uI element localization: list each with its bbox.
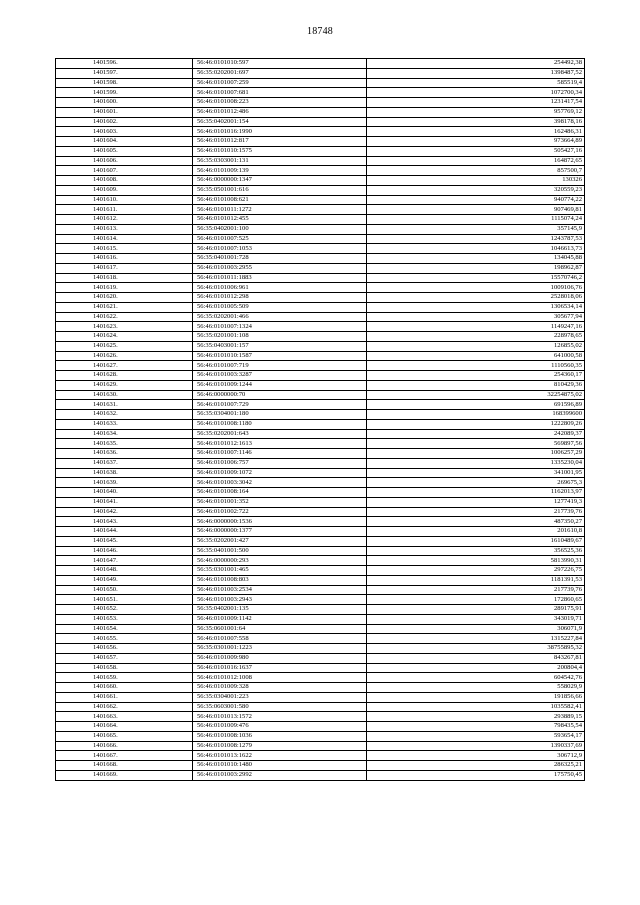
- table-row: [56, 653, 585, 663]
- row-number-cell: 1401666.: [56, 741, 193, 751]
- value-cell: 1398487,52: [367, 68, 585, 78]
- cadastral-number-cell: 56:46:0101016:1637: [193, 663, 367, 673]
- table-row: [56, 195, 585, 205]
- row-number-cell: 1401615.: [56, 244, 193, 254]
- cadastral-number-cell: 56:35:0202001:697: [193, 68, 367, 78]
- table-row: [56, 117, 585, 127]
- value-cell: 269675,3: [367, 478, 585, 488]
- table-row: [56, 497, 585, 507]
- row-number-cell: 1401599.: [56, 88, 193, 98]
- cadastral-number-cell: 56:35:0401001:500: [193, 546, 367, 556]
- row-number-cell: 1401602.: [56, 117, 193, 127]
- cadastral-number-cell: 56:35:0403001:157: [193, 341, 367, 351]
- table-row: [56, 673, 585, 683]
- row-number-cell: 1401652.: [56, 605, 193, 615]
- row-number-cell: 1401621.: [56, 302, 193, 312]
- value-cell: 306712,9: [367, 751, 585, 761]
- table-row: [56, 332, 585, 342]
- cadastral-number-cell: 56:46:0101007:1324: [193, 322, 367, 332]
- table-row: [56, 468, 585, 478]
- table-row: [56, 458, 585, 468]
- table-row: [56, 449, 585, 459]
- cadastral-number-cell: 56:46:0101010:1587: [193, 351, 367, 361]
- cadastral-number-cell: 56:46:0101010:1480: [193, 761, 367, 771]
- table-row: [56, 351, 585, 361]
- value-cell: 1162013,97: [367, 488, 585, 498]
- cadastral-number-cell: 56:35:0202001:466: [193, 312, 367, 322]
- value-cell: 1181391,53: [367, 575, 585, 585]
- value-cell: 593654,17: [367, 731, 585, 741]
- row-number-cell: 1401635.: [56, 439, 193, 449]
- cadastral-number-cell: 56:35:0202001:427: [193, 536, 367, 546]
- cadastral-number-cell: 56:46:0101008:164: [193, 488, 367, 498]
- row-number-cell: 1401625.: [56, 341, 193, 351]
- row-number-cell: 1401607.: [56, 166, 193, 176]
- row-number-cell: 1401655.: [56, 634, 193, 644]
- value-cell: 217739,76: [367, 585, 585, 595]
- value-cell: 164872,65: [367, 156, 585, 166]
- table-row: [56, 273, 585, 283]
- cadastral-number-cell: 56:46:0101009:1072: [193, 468, 367, 478]
- table-row: [56, 741, 585, 751]
- table-row: [56, 770, 585, 780]
- row-number-cell: 1401636.: [56, 449, 193, 459]
- cadastral-number-cell: 56:46:0101007:525: [193, 234, 367, 244]
- table-row: [56, 390, 585, 400]
- cadastral-number-cell: 56:46:0101008:1036: [193, 731, 367, 741]
- table-row: [56, 78, 585, 88]
- table-row: [56, 585, 585, 595]
- value-cell: 957769,12: [367, 107, 585, 117]
- table-row: [56, 166, 585, 176]
- table-row: [56, 322, 585, 332]
- page-number: 18748: [307, 26, 333, 37]
- cadastral-number-cell: 56:46:0101013:1572: [193, 712, 367, 722]
- row-number-cell: 1401658.: [56, 663, 193, 673]
- value-cell: 585519,4: [367, 78, 585, 88]
- table-row: [56, 59, 585, 69]
- cadastral-number-cell: 56:46:0101009:328: [193, 683, 367, 693]
- row-number-cell: 1401611.: [56, 205, 193, 215]
- value-cell: 505427,16: [367, 146, 585, 156]
- value-cell: 843267,81: [367, 653, 585, 663]
- cadastral-number-cell: 56:46:0101007:729: [193, 400, 367, 410]
- row-number-cell: 1401608.: [56, 176, 193, 186]
- table-row: [56, 244, 585, 254]
- table-row: [56, 517, 585, 527]
- cadastral-number-cell: 56:46:0000000:1347: [193, 176, 367, 186]
- table-row: [56, 439, 585, 449]
- cadastral-number-cell: 56:46:0101011:1272: [193, 205, 367, 215]
- table-row: [56, 536, 585, 546]
- cadastral-number-cell: 56:35:0301001:1223: [193, 644, 367, 654]
- cadastral-number-cell: 56:46:0000000:293: [193, 556, 367, 566]
- table-row: [56, 234, 585, 244]
- row-number-cell: 1401668.: [56, 761, 193, 771]
- value-cell: 200804,4: [367, 663, 585, 673]
- row-number-cell: 1401648.: [56, 566, 193, 576]
- cadastral-number-cell: 56:46:0101009:980: [193, 653, 367, 663]
- table-row: [56, 644, 585, 654]
- value-cell: 1115074,24: [367, 215, 585, 225]
- row-number-cell: 1401664.: [56, 722, 193, 732]
- cadastral-number-cell: 56:46:0101011:1883: [193, 273, 367, 283]
- cadastral-number-cell: 56:46:0101003:2534: [193, 585, 367, 595]
- row-number-cell: 1401632.: [56, 410, 193, 420]
- row-number-cell: 1401650.: [56, 585, 193, 595]
- cadastral-number-cell: 56:46:0101007:558: [193, 634, 367, 644]
- cadastral-number-cell: 56:46:0101008:223: [193, 98, 367, 108]
- registry-table-body: [56, 59, 585, 781]
- table-row: [56, 731, 585, 741]
- row-number-cell: 1401596.: [56, 59, 193, 69]
- row-number-cell: 1401603.: [56, 127, 193, 137]
- cadastral-number-cell: 56:46:0101010:597: [193, 59, 367, 69]
- table-row: [56, 107, 585, 117]
- row-number-cell: 1401604.: [56, 137, 193, 147]
- cadastral-number-cell: 56:46:0101009:139: [193, 166, 367, 176]
- cadastral-number-cell: 56:35:0402001:135: [193, 605, 367, 615]
- table-row: [56, 127, 585, 137]
- value-cell: 2528018,06: [367, 293, 585, 303]
- table-row: [56, 692, 585, 702]
- value-cell: 341001,95: [367, 468, 585, 478]
- table-row: [56, 595, 585, 605]
- cadastral-number-cell: 56:46:0101009:476: [193, 722, 367, 732]
- value-cell: 254360,17: [367, 371, 585, 381]
- table-row: [56, 312, 585, 322]
- row-number-cell: 1401631.: [56, 400, 193, 410]
- table-row: [56, 614, 585, 624]
- row-number-cell: 1401620.: [56, 293, 193, 303]
- table-row: [56, 176, 585, 186]
- cadastral-number-cell: 56:46:0101001:352: [193, 497, 367, 507]
- cadastral-number-cell: 56:46:0101008:621: [193, 195, 367, 205]
- row-number-cell: 1401642.: [56, 507, 193, 517]
- value-cell: 1006257,29: [367, 449, 585, 459]
- cadastral-number-cell: 56:46:0101005:509: [193, 302, 367, 312]
- row-number-cell: 1401643.: [56, 517, 193, 527]
- cadastral-number-cell: 56:35:0201001:108: [193, 332, 367, 342]
- value-cell: 1243787,53: [367, 234, 585, 244]
- cadastral-number-cell: 56:35:0301001:465: [193, 566, 367, 576]
- value-cell: 228978,65: [367, 332, 585, 342]
- value-cell: 1222809,26: [367, 419, 585, 429]
- value-cell: 1149247,16: [367, 322, 585, 332]
- table-row: [56, 302, 585, 312]
- cadastral-number-cell: 56:35:0303001:131: [193, 156, 367, 166]
- value-cell: 134045,88: [367, 254, 585, 264]
- table-row: [56, 283, 585, 293]
- row-number-cell: 1401626.: [56, 351, 193, 361]
- row-number-cell: 1401663.: [56, 712, 193, 722]
- value-cell: 1610489,67: [367, 536, 585, 546]
- row-number-cell: 1401597.: [56, 68, 193, 78]
- value-cell: 198962,87: [367, 263, 585, 273]
- row-number-cell: 1401619.: [56, 283, 193, 293]
- table-row: [56, 722, 585, 732]
- value-cell: 343019,71: [367, 614, 585, 624]
- cadastral-number-cell: 56:35:0304001:223: [193, 692, 367, 702]
- cadastral-number-cell: 56:35:0202001:643: [193, 429, 367, 439]
- row-number-cell: 1401613.: [56, 224, 193, 234]
- cadastral-number-cell: 56:35:0402001:100: [193, 224, 367, 234]
- cadastral-number-cell: 56:35:0402001:154: [193, 117, 367, 127]
- value-cell: 1390337,69: [367, 741, 585, 751]
- value-cell: 1306534,14: [367, 302, 585, 312]
- row-number-cell: 1401629.: [56, 380, 193, 390]
- row-number-cell: 1401657.: [56, 653, 193, 663]
- value-cell: 172860,65: [367, 595, 585, 605]
- cadastral-number-cell: 56:35:0401001:728: [193, 254, 367, 264]
- table-row: [56, 712, 585, 722]
- value-cell: 641000,58: [367, 351, 585, 361]
- table-row: [56, 146, 585, 156]
- table-row: [56, 575, 585, 585]
- value-cell: 1072700,34: [367, 88, 585, 98]
- table-row: [56, 683, 585, 693]
- cadastral-number-cell: 56:46:0101008:1279: [193, 741, 367, 751]
- table-row: [56, 605, 585, 615]
- cadastral-number-cell: 56:46:0101002:722: [193, 507, 367, 517]
- row-number-cell: 1401644.: [56, 527, 193, 537]
- row-number-cell: 1401646.: [56, 546, 193, 556]
- value-cell: 320559,23: [367, 185, 585, 195]
- row-number-cell: 1401618.: [56, 273, 193, 283]
- table-row: [56, 254, 585, 264]
- registry-table: [55, 58, 585, 781]
- cadastral-number-cell: 56:46:0101003:2992: [193, 770, 367, 780]
- value-cell: 175750,45: [367, 770, 585, 780]
- cadastral-number-cell: 56:46:0101003:2943: [193, 595, 367, 605]
- table-row: [56, 205, 585, 215]
- value-cell: 558029,9: [367, 683, 585, 693]
- row-number-cell: 1401669.: [56, 770, 193, 780]
- cadastral-number-cell: 56:46:0101007:1146: [193, 449, 367, 459]
- row-number-cell: 1401651.: [56, 595, 193, 605]
- value-cell: 254492,38: [367, 59, 585, 69]
- row-number-cell: 1401639.: [56, 478, 193, 488]
- cadastral-number-cell: 56:46:0101006:961: [193, 283, 367, 293]
- cadastral-number-cell: 56:46:0101003:3042: [193, 478, 367, 488]
- row-number-cell: 1401627.: [56, 361, 193, 371]
- row-number-cell: 1401628.: [56, 371, 193, 381]
- table-row: [56, 98, 585, 108]
- table-row: [56, 663, 585, 673]
- cadastral-number-cell: 56:46:0101007:259: [193, 78, 367, 88]
- table-row: [56, 478, 585, 488]
- value-cell: 305677,94: [367, 312, 585, 322]
- cadastral-number-cell: 56:46:0101008:1180: [193, 419, 367, 429]
- row-number-cell: 1401601.: [56, 107, 193, 117]
- cadastral-number-cell: 56:46:0101007:681: [193, 88, 367, 98]
- cadastral-number-cell: 56:46:0000000:1536: [193, 517, 367, 527]
- table-row: [56, 400, 585, 410]
- value-cell: 798435,54: [367, 722, 585, 732]
- value-cell: 242089,37: [367, 429, 585, 439]
- value-cell: 810429,36: [367, 380, 585, 390]
- row-number-cell: 1401609.: [56, 185, 193, 195]
- value-cell: 487350,27: [367, 517, 585, 527]
- value-cell: 357145,9: [367, 224, 585, 234]
- row-number-cell: 1401649.: [56, 575, 193, 585]
- cadastral-number-cell: 56:46:0000000:1377: [193, 527, 367, 537]
- value-cell: 1315227,84: [367, 634, 585, 644]
- value-cell: 1009106,76: [367, 283, 585, 293]
- value-cell: 398178,16: [367, 117, 585, 127]
- cadastral-number-cell: 56:35:0601001:64: [193, 624, 367, 634]
- row-number-cell: 1401616.: [56, 254, 193, 264]
- row-number-cell: 1401606.: [56, 156, 193, 166]
- row-number-cell: 1401638.: [56, 468, 193, 478]
- value-cell: 297226,75: [367, 566, 585, 576]
- value-cell: 15570746,2: [367, 273, 585, 283]
- cadastral-number-cell: 56:46:0101012:1613: [193, 439, 367, 449]
- table-row: [56, 507, 585, 517]
- value-cell: 691596,89: [367, 400, 585, 410]
- value-cell: 289175,91: [367, 605, 585, 615]
- table-row: [56, 556, 585, 566]
- value-cell: 130326: [367, 176, 585, 186]
- cadastral-number-cell: 56:46:0101013:1622: [193, 751, 367, 761]
- table-row: [56, 429, 585, 439]
- table-row: [56, 341, 585, 351]
- value-cell: 168399600: [367, 410, 585, 420]
- table-row: [56, 410, 585, 420]
- row-number-cell: 1401660.: [56, 683, 193, 693]
- row-number-cell: 1401598.: [56, 78, 193, 88]
- row-number-cell: 1401633.: [56, 419, 193, 429]
- row-number-cell: 1401624.: [56, 332, 193, 342]
- value-cell: 217739,76: [367, 507, 585, 517]
- cadastral-number-cell: 56:46:0101016:1990: [193, 127, 367, 137]
- row-number-cell: 1401662.: [56, 702, 193, 712]
- table-row: [56, 156, 585, 166]
- row-number-cell: 1401600.: [56, 98, 193, 108]
- row-number-cell: 1401637.: [56, 458, 193, 468]
- table-row: [56, 751, 585, 761]
- value-cell: 286325,21: [367, 761, 585, 771]
- table-row: [56, 702, 585, 712]
- cadastral-number-cell: 56:46:0101008:803: [193, 575, 367, 585]
- table-row: [56, 224, 585, 234]
- row-number-cell: 1401654.: [56, 624, 193, 634]
- value-cell: 126855,02: [367, 341, 585, 351]
- row-number-cell: 1401665.: [56, 731, 193, 741]
- table-row: [56, 624, 585, 634]
- value-cell: 569897,56: [367, 439, 585, 449]
- table-row: [56, 488, 585, 498]
- table-row: [56, 566, 585, 576]
- value-cell: 604542,76: [367, 673, 585, 683]
- value-cell: 191856,66: [367, 692, 585, 702]
- table-row: [56, 371, 585, 381]
- row-number-cell: 1401647.: [56, 556, 193, 566]
- row-number-cell: 1401630.: [56, 390, 193, 400]
- row-number-cell: 1401661.: [56, 692, 193, 702]
- table-row: [56, 634, 585, 644]
- row-number-cell: 1401667.: [56, 751, 193, 761]
- row-number-cell: 1401610.: [56, 195, 193, 205]
- value-cell: 973664,89: [367, 137, 585, 147]
- table-row: [56, 761, 585, 771]
- value-cell: 293889,15: [367, 712, 585, 722]
- table-row: [56, 88, 585, 98]
- cadastral-number-cell: 56:35:0304001:180: [193, 410, 367, 420]
- cadastral-number-cell: 56:46:0101007:1053: [193, 244, 367, 254]
- value-cell: 38755895,32: [367, 644, 585, 654]
- value-cell: 32254875,02: [367, 390, 585, 400]
- value-cell: 907469,81: [367, 205, 585, 215]
- row-number-cell: 1401623.: [56, 322, 193, 332]
- cadastral-number-cell: 56:35:0603001:580: [193, 702, 367, 712]
- row-number-cell: 1401645.: [56, 536, 193, 546]
- row-number-cell: 1401653.: [56, 614, 193, 624]
- cadastral-number-cell: 56:46:0000000:70: [193, 390, 367, 400]
- value-cell: 1231417,54: [367, 98, 585, 108]
- cadastral-number-cell: 56:46:0101012:486: [193, 107, 367, 117]
- cadastral-number-cell: 56:46:0101009:1244: [193, 380, 367, 390]
- cadastral-number-cell: 56:35:0501001:616: [193, 185, 367, 195]
- table-row: [56, 293, 585, 303]
- row-number-cell: 1401634.: [56, 429, 193, 439]
- value-cell: 201610,8: [367, 527, 585, 537]
- table-row: [56, 419, 585, 429]
- cadastral-number-cell: 56:46:0101009:1142: [193, 614, 367, 624]
- row-number-cell: 1401605.: [56, 146, 193, 156]
- table-row: [56, 68, 585, 78]
- cadastral-number-cell: 56:46:0101003:2955: [193, 263, 367, 273]
- row-number-cell: 1401617.: [56, 263, 193, 273]
- row-number-cell: 1401640.: [56, 488, 193, 498]
- table-row: [56, 185, 585, 195]
- row-number-cell: 1401656.: [56, 644, 193, 654]
- table-row: [56, 546, 585, 556]
- table-row: [56, 527, 585, 537]
- value-cell: 306071,9: [367, 624, 585, 634]
- value-cell: 5813990,31: [367, 556, 585, 566]
- row-number-cell: 1401614.: [56, 234, 193, 244]
- cadastral-number-cell: 56:46:0101003:3287: [193, 371, 367, 381]
- value-cell: 857500,7: [367, 166, 585, 176]
- cadastral-number-cell: 56:46:0101007:719: [193, 361, 367, 371]
- cadastral-number-cell: 56:46:0101012:1008: [193, 673, 367, 683]
- value-cell: 1046613,73: [367, 244, 585, 254]
- cadastral-number-cell: 56:46:0101012:455: [193, 215, 367, 225]
- table-row: [56, 361, 585, 371]
- table-row: [56, 380, 585, 390]
- table-row: [56, 137, 585, 147]
- table-row: [56, 263, 585, 273]
- value-cell: 1110560,35: [367, 361, 585, 371]
- value-cell: 1277419,3: [367, 497, 585, 507]
- cadastral-number-cell: 56:46:0101006:757: [193, 458, 367, 468]
- row-number-cell: 1401622.: [56, 312, 193, 322]
- cadastral-number-cell: 56:46:0101012:298: [193, 293, 367, 303]
- cadastral-number-cell: 56:46:0101012:817: [193, 137, 367, 147]
- row-number-cell: 1401641.: [56, 497, 193, 507]
- table-row: [56, 215, 585, 225]
- value-cell: 1335230,04: [367, 458, 585, 468]
- cadastral-number-cell: 56:46:0101010:1575: [193, 146, 367, 156]
- row-number-cell: 1401612.: [56, 215, 193, 225]
- value-cell: 1035582,41: [367, 702, 585, 712]
- value-cell: 162486,31: [367, 127, 585, 137]
- value-cell: 940774,22: [367, 195, 585, 205]
- value-cell: 356525,36: [367, 546, 585, 556]
- row-number-cell: 1401659.: [56, 673, 193, 683]
